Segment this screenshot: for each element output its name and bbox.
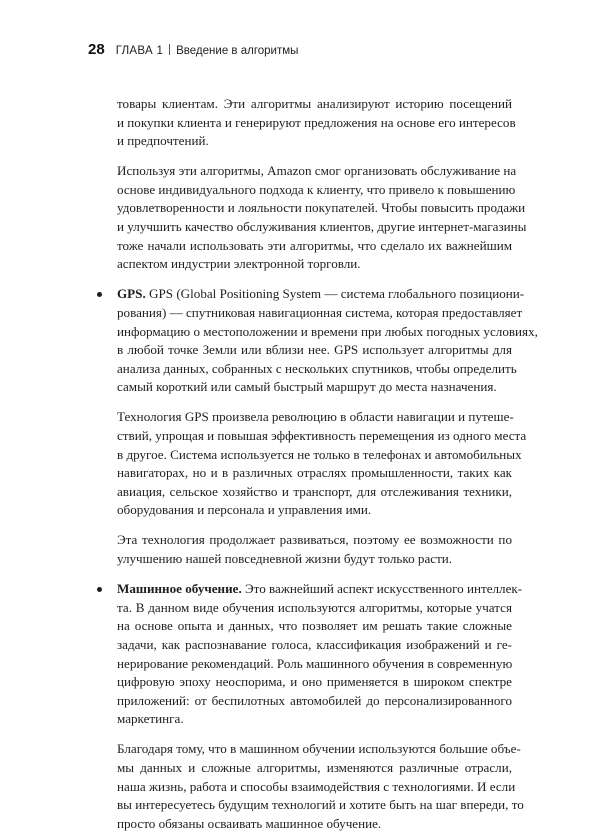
text-line: в любой точке Земли или вблизи нее. GPS использует алгоритмы для <box>117 342 512 358</box>
bullet-term: Машинное обучение. <box>117 581 242 597</box>
text-line: Технология GPS произвела революцию в области навигации и путеше- <box>117 409 514 425</box>
text-line: информацию о местоположении и времени при любых погодных условиях, <box>117 323 538 339</box>
chapter-title: Введение в алгоритмы <box>176 45 299 57</box>
text-line: навигаторах, но и в различных отраслях промышленности, таких как <box>117 465 512 481</box>
bullet-item-machine-learning <box>88 580 523 729</box>
text-line: цифровую эпоху неоспорима, и оно применяется в широком спектре <box>117 674 512 690</box>
text-line: на основе опыта и данных, что позволяет им решать такие сложные <box>117 618 512 634</box>
text-line: и улучшить качество обслуживания клиентов, другие интернет-магазины <box>117 219 527 235</box>
text-line: тоже начали использовать эти алгоритмы, что сделало их важнейшим <box>117 237 512 253</box>
text-line: основе индивидуального подхода к клиенту, что привело к повышению <box>117 181 516 197</box>
text-line: и покупки клиента и генерируют предложения на основе его интересов <box>117 114 516 130</box>
text-line: самый короткий или самый быстрый маршрут до места назначения. <box>117 379 497 395</box>
bullet-icon <box>97 587 102 592</box>
chapter-label: ГЛАВА 1 <box>115 45 164 57</box>
text-line: товары клиентам. Эти алгоритмы анализируют историю посещений <box>117 96 512 111</box>
text-line: рования) — спутниковая навигационная система, которая предоставляет <box>117 304 523 320</box>
paragraph-recommendations <box>88 95 516 151</box>
running-header <box>88 41 298 58</box>
paragraph-gps-future <box>88 531 512 568</box>
text-line: ствий, упрощая и повышая эффективность перемещения из одного места <box>117 428 527 443</box>
text-line: улучшению нашей повседневной жизни будут только расти. <box>117 551 453 567</box>
text-line: оборудования и персонала и управления ими. <box>117 502 372 518</box>
text-line: удовлетворенности и лояльности покупателей. Чтобы повысить продажи <box>117 200 526 216</box>
text-line: Машинное обучение. Это важнейший аспект искусственного интеллек- <box>117 581 523 597</box>
body-text <box>88 95 538 833</box>
text-line: аспектом индустрии электронной торговли. <box>117 256 361 272</box>
text-line: анализа данных, собранных с нескольких спутников, чтобы определить <box>117 360 517 376</box>
text-line: задачи, как распознавание голоса, классификация изображений и ге- <box>117 636 512 652</box>
text-line: GPS. GPS (Global Positioning System — система глобального позициони- <box>117 286 525 302</box>
text-line: просто обязаны осваивать машинное обучение. <box>117 815 382 831</box>
text-line: наша жизнь, работа и способы взаимодействия с технологиями. И если <box>117 778 516 794</box>
paragraph-ml-impact <box>88 740 524 833</box>
text-line: авиация, сельское хозяйство и транспорт, для отслеживания техники, <box>117 483 512 499</box>
text-line: в другое. Система используется не только в телефонах и автомобильных <box>117 446 522 462</box>
bullet-icon <box>97 292 102 297</box>
paragraph-gps-revolution <box>88 408 527 520</box>
text-line: Эта технология продолжает развиваться, поэтому ее возможности по <box>117 532 512 548</box>
text-line: вы интересуетесь будущим технологий и хотите быть на шаг впереди, то <box>117 797 524 813</box>
text-line: мы данных и сложные алгоритмы, изменяются различные отрасли, <box>117 760 512 775</box>
header-divider <box>169 44 170 55</box>
page-number: 28 <box>88 41 105 58</box>
paragraph-amazon <box>88 162 527 274</box>
text-line: Благодаря тому, что в машинном обучении используются большие объе- <box>117 741 521 757</box>
text-line: и предпочтений. <box>117 133 209 149</box>
text-line: та. В данном виде обучения используются алгоритмы, которые учатся <box>117 599 512 615</box>
text-line: нерирование рекомендаций. Роль машинного обучения в современную <box>117 655 513 671</box>
bullet-item-gps <box>88 285 538 397</box>
text-line: Используя эти алгоритмы, Amazon смог организовать обслуживание на <box>117 163 517 179</box>
text-line: приложений: от беспилотных автомобилей до персонализированного <box>117 692 512 708</box>
text-line: маркетинга. <box>117 711 184 727</box>
bullet-term: GPS. <box>117 286 146 302</box>
